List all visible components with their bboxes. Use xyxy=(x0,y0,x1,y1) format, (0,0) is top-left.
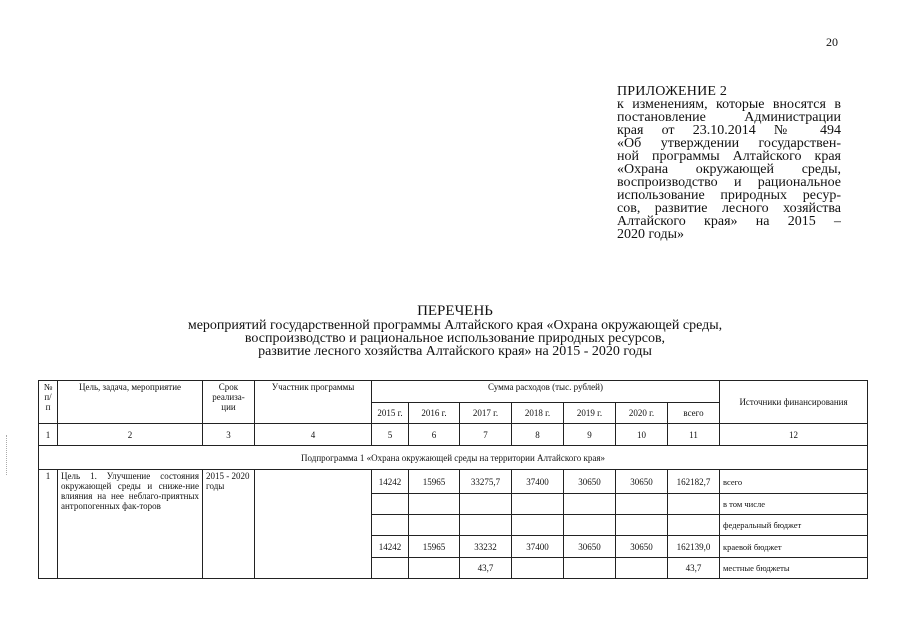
row-participant xyxy=(255,470,372,579)
source-cell: федеральный бюджет xyxy=(720,515,868,536)
appendix-line: воспроизводство и рациональное xyxy=(617,176,841,189)
header-year: 2020 г. xyxy=(616,403,668,424)
header-year: 2018 г. xyxy=(512,403,564,424)
value-cell: 14242 xyxy=(372,470,409,494)
appendix-line: края от 23.10.2014 № 494 xyxy=(617,124,841,137)
value-cell xyxy=(409,558,460,579)
header-period: Срок реализа-ции xyxy=(203,381,255,424)
value-cell xyxy=(564,558,616,579)
value-cell xyxy=(460,515,512,536)
value-cell xyxy=(372,494,409,515)
header-goal: Цель, задача, мероприятие xyxy=(58,381,203,424)
value-cell: 43,7 xyxy=(668,558,720,579)
value-cell: 15965 xyxy=(409,470,460,494)
value-cell xyxy=(512,494,564,515)
row-goal: Цель 1. Улучшение состояния окружающей среды и сниже-ние влияния на нее неблаго-приятных антропогенных фак-торов xyxy=(58,470,203,579)
col-number: 6 xyxy=(409,424,460,446)
row-period: 2015 - 2020 годы xyxy=(203,470,255,579)
col-number: 5 xyxy=(372,424,409,446)
source-cell: в том числе xyxy=(720,494,868,515)
header-year: 2016 г. xyxy=(409,403,460,424)
value-cell: 37400 xyxy=(512,470,564,494)
value-cell xyxy=(668,515,720,536)
value-cell xyxy=(372,515,409,536)
value-cell xyxy=(512,558,564,579)
value-cell: 30650 xyxy=(616,536,668,558)
activities-table xyxy=(38,380,868,579)
value-cell xyxy=(512,515,564,536)
value-cell: 30650 xyxy=(564,470,616,494)
source-cell: местные бюджеты xyxy=(720,558,868,579)
col-number: 4 xyxy=(255,424,372,446)
value-cell xyxy=(616,558,668,579)
appendix-line: «Об утверждении государствен- xyxy=(617,137,841,150)
appendix-block xyxy=(617,85,841,241)
value-cell xyxy=(616,494,668,515)
header-year: 2015 г. xyxy=(372,403,409,424)
header-num: № п/п xyxy=(39,381,58,424)
value-cell xyxy=(372,558,409,579)
appendix-line: Алтайского края» на 2015 – xyxy=(617,215,841,228)
title-heading: ПЕРЕЧЕНЬ xyxy=(417,303,493,319)
value-cell: 162139,0 xyxy=(668,536,720,558)
value-cell: 33232 xyxy=(460,536,512,558)
col-number: 3 xyxy=(203,424,255,446)
value-cell xyxy=(460,494,512,515)
value-cell: 30650 xyxy=(616,470,668,494)
source-cell: всего xyxy=(720,470,868,494)
appendix-line: постановление Администрации xyxy=(617,111,841,124)
subprogram-row: Подпрограмма 1 «Охрана окружающей среды на территории Алтайского края» xyxy=(39,446,868,470)
scan-margin-mark xyxy=(6,435,8,475)
page-number: 20 xyxy=(826,35,838,49)
col-number: 2 xyxy=(58,424,203,446)
appendix-line: к изменениям, которые вносятся в xyxy=(617,98,841,111)
col-number: 12 xyxy=(720,424,868,446)
appendix-line: использование природных ресур- xyxy=(617,189,841,202)
appendix-line: сов, развитие лесного хозяйства xyxy=(617,202,841,215)
source-cell: краевой бюджет xyxy=(720,536,868,558)
col-number: 11 xyxy=(668,424,720,446)
header-year: 2017 г. xyxy=(460,403,512,424)
value-cell xyxy=(668,494,720,515)
value-cell: 43,7 xyxy=(460,558,512,579)
appendix-line: ной программы Алтайского края xyxy=(617,150,841,163)
value-cell: 30650 xyxy=(564,536,616,558)
header-total: всего xyxy=(668,403,720,424)
title-line: воспроизводство и рациональное использование природных ресурсов, xyxy=(244,331,666,346)
value-cell xyxy=(409,494,460,515)
appendix-heading: ПРИЛОЖЕНИЕ 2 xyxy=(617,84,728,99)
value-cell: 162182,7 xyxy=(668,470,720,494)
header-sources: Источники финансирования xyxy=(720,381,868,424)
value-cell: 14242 xyxy=(372,536,409,558)
title-line: развитие лесного хозяйства Алтайского края» на 2015 - 2020 годы xyxy=(258,344,652,359)
value-cell xyxy=(409,515,460,536)
appendix-line: «Охрана окружающей среды, xyxy=(617,163,841,176)
document-title xyxy=(60,305,850,358)
col-number: 1 xyxy=(39,424,58,446)
value-cell xyxy=(564,515,616,536)
value-cell: 37400 xyxy=(512,536,564,558)
col-number: 7 xyxy=(460,424,512,446)
col-number: 9 xyxy=(564,424,616,446)
header-sum: Сумма расходов (тыс. рублей) xyxy=(372,381,720,403)
value-cell xyxy=(616,515,668,536)
value-cell xyxy=(564,494,616,515)
header-year: 2019 г. xyxy=(564,403,616,424)
title-line: мероприятий государственной программы Алтайского края «Охрана окружающей среды, xyxy=(187,318,723,333)
row-num: 1 xyxy=(39,470,58,579)
header-participant: Участник программы xyxy=(255,381,372,424)
col-number: 8 xyxy=(512,424,564,446)
col-number: 10 xyxy=(616,424,668,446)
appendix-line: 2020 годы» xyxy=(617,228,685,241)
value-cell: 15965 xyxy=(409,536,460,558)
value-cell: 33275,7 xyxy=(460,470,512,494)
